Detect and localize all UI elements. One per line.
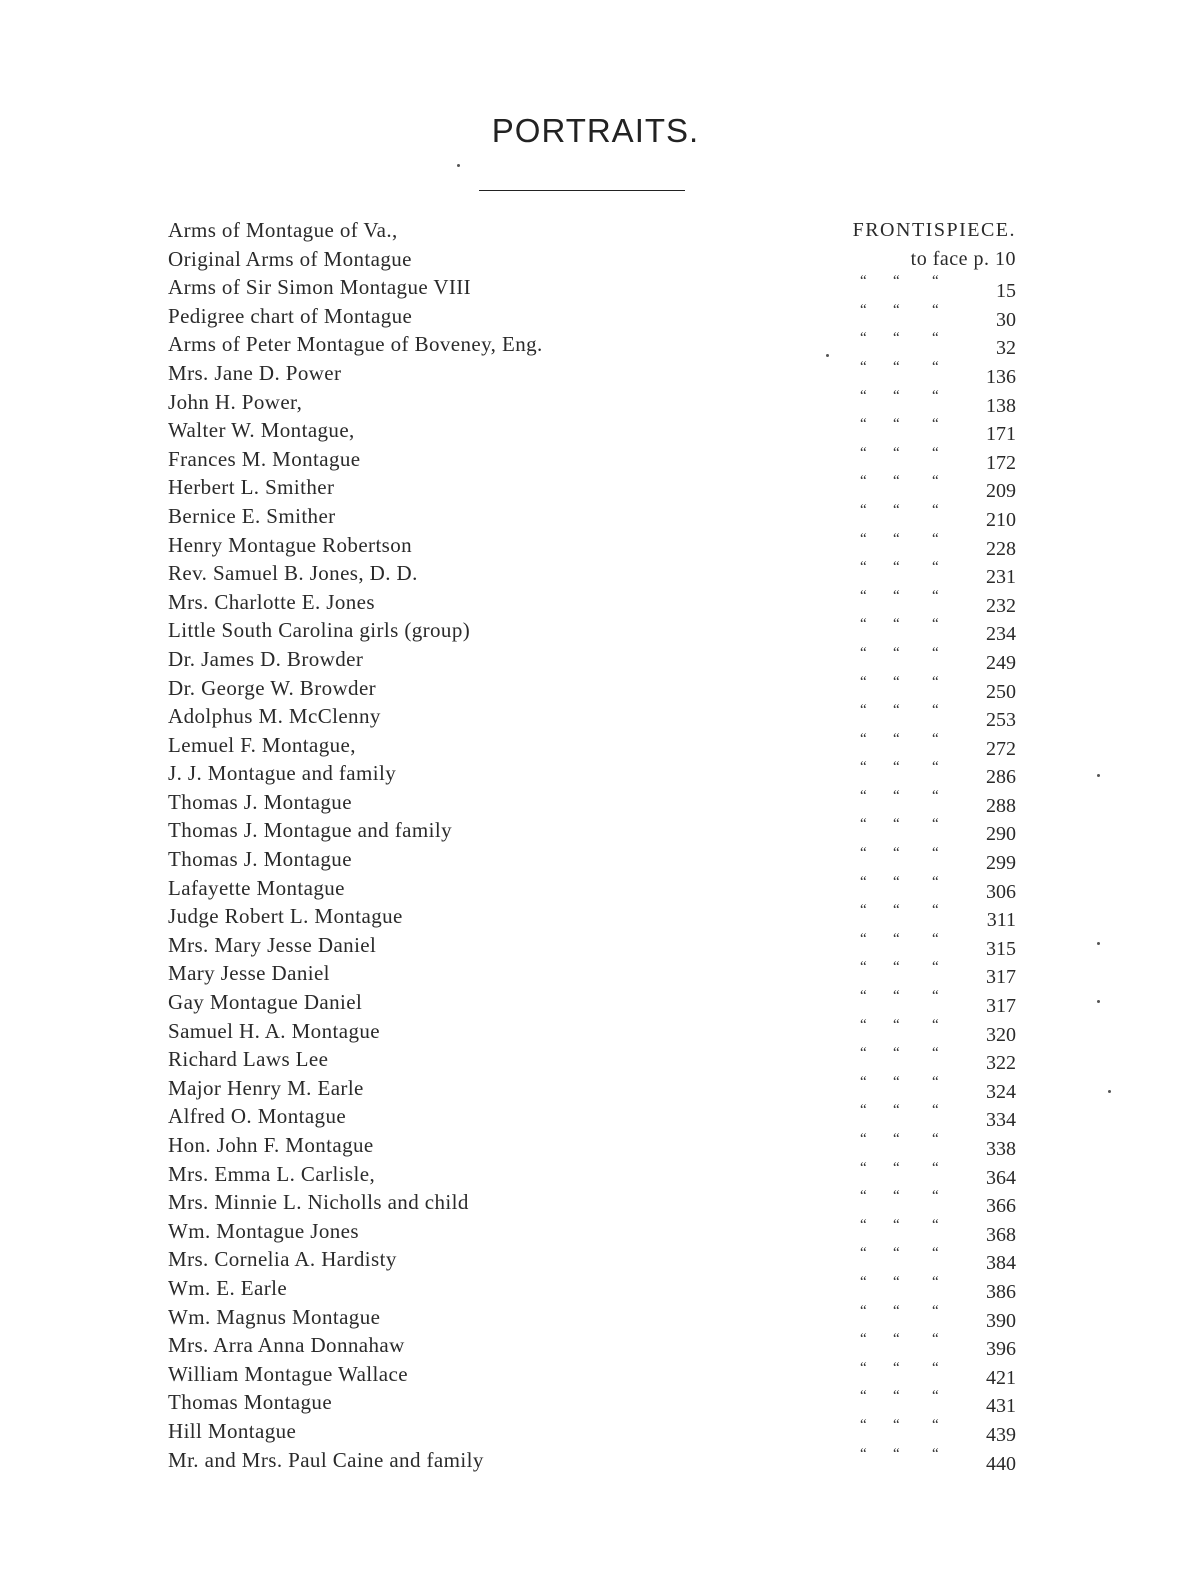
ditto-mark: “ [932, 1331, 939, 1348]
ditto-mark: “ [893, 616, 900, 633]
print-speck [1097, 774, 1100, 777]
ditto-mark: “ [932, 1159, 939, 1176]
list-item [0, 1417, 1191, 1446]
list-item [0, 1245, 1191, 1274]
list-item [0, 788, 1191, 817]
portrait-name: Mrs. Emma L. Carlisle, [168, 1161, 376, 1186]
list-item [0, 416, 1191, 445]
portrait-name: Hon. John F. Montague [168, 1133, 374, 1157]
ditto-mark: “ [860, 416, 867, 433]
print-speck [457, 164, 460, 167]
ditto-mark: “ [932, 444, 939, 461]
page-number: 384 [986, 1252, 1016, 1275]
list-item [0, 845, 1191, 874]
portrait-name: Thomas J. Montague and family [168, 818, 452, 843]
ditto-mark: “ [860, 1416, 867, 1433]
ditto-mark: “ [893, 530, 900, 547]
ditto-mark: “ [893, 358, 900, 375]
list-item [0, 759, 1191, 788]
ditto-mark: “ [893, 1359, 900, 1376]
ditto-mark: “ [860, 444, 867, 461]
ditto-mark: “ [893, 1273, 900, 1290]
page-number: 32 [996, 337, 1016, 360]
ditto-mark: “ [893, 1445, 900, 1462]
ditto-mark: “ [932, 616, 939, 633]
ditto-mark: “ [893, 273, 900, 290]
page-number: 315 [986, 937, 1016, 960]
ditto-mark: “ [860, 587, 867, 604]
ditto-mark: “ [893, 1016, 900, 1033]
page-number: 324 [986, 1080, 1016, 1103]
page-number: 231 [986, 566, 1016, 589]
list-item [0, 473, 1191, 502]
ditto-mark: “ [932, 759, 939, 776]
portrait-name: Bernice E. Smither [168, 503, 336, 528]
page-number: 334 [986, 1109, 1016, 1132]
page-number: 421 [986, 1366, 1016, 1389]
list-item [0, 559, 1191, 588]
print-speck [826, 354, 829, 357]
ditto-mark: “ [932, 1302, 939, 1319]
list-item [0, 1388, 1191, 1417]
portrait-name: Wm. Magnus Montague [168, 1304, 381, 1329]
ditto-mark: “ [893, 587, 900, 604]
portrait-name: Arms of Sir Simon Montague VIII [168, 275, 472, 300]
portrait-name: John H. Power, [168, 389, 303, 414]
portrait-name: Wm. E. Earle [168, 1275, 288, 1300]
list-item [0, 1074, 1191, 1103]
page-number: 440 [986, 1452, 1016, 1475]
portrait-name: Mrs. Jane D. Power [168, 360, 342, 385]
ditto-mark: “ [893, 387, 900, 404]
ditto-mark: “ [893, 959, 900, 976]
ditto-mark: “ [932, 1445, 939, 1462]
list-item [0, 902, 1191, 931]
portrait-name: Frances M. Montague [168, 446, 361, 471]
page-number: 396 [986, 1338, 1016, 1361]
portrait-name: William Montague Wallace [168, 1361, 408, 1386]
portrait-name: Thomas J. Montague [168, 847, 352, 872]
ditto-mark: “ [860, 1216, 867, 1233]
list-item [0, 1303, 1191, 1332]
portrait-name: Henry Montague Robertson [168, 532, 413, 557]
page-number: 172 [986, 451, 1016, 474]
portrait-name: Mrs. Cornelia A. Hardisty [168, 1247, 397, 1272]
frontispiece-label: FRONTISPIECE. [852, 219, 1016, 241]
ditto-mark: “ [932, 273, 939, 290]
ditto-mark: “ [860, 673, 867, 690]
ditto-mark: “ [932, 416, 939, 433]
ditto-mark: “ [860, 1073, 867, 1090]
ditto-mark: “ [893, 1102, 900, 1119]
ditto-mark: “ [860, 845, 867, 862]
page-number: 250 [986, 680, 1016, 703]
ditto-mark: “ [932, 988, 939, 1005]
ditto-mark: “ [860, 1273, 867, 1290]
portrait-name: Thomas J. Montague [168, 789, 352, 814]
list-item [0, 731, 1191, 760]
ditto-mark: “ [893, 816, 900, 833]
page-number: 317 [986, 966, 1016, 989]
page-number: 364 [986, 1166, 1016, 1189]
title-rule [479, 190, 685, 191]
page-number: 311 [986, 909, 1016, 932]
ditto-mark: “ [893, 1388, 900, 1405]
page-number: 338 [986, 1138, 1016, 1160]
portrait-list [0, 216, 1191, 1474]
portrait-name: Dr. James D. Browder [168, 646, 364, 671]
ditto-mark: “ [860, 301, 867, 318]
ditto-mark: “ [860, 559, 867, 576]
list-item [0, 1045, 1191, 1074]
portrait-name: Dr. George W. Browder [168, 675, 377, 700]
ditto-mark: “ [932, 1216, 939, 1233]
list-item [0, 931, 1191, 960]
ditto-mark: “ [932, 387, 939, 404]
page-number: 299 [986, 852, 1016, 875]
ditto-mark: “ [860, 387, 867, 404]
ditto-mark: “ [932, 845, 939, 862]
ditto-mark: “ [860, 1388, 867, 1405]
list-item [0, 502, 1191, 531]
portrait-name: Thomas Montague [168, 1390, 333, 1415]
ditto-mark: “ [893, 845, 900, 862]
ditto-mark: “ [860, 530, 867, 547]
portrait-name: Major Henry M. Earle [168, 1075, 364, 1100]
list-item [0, 1217, 1191, 1246]
ditto-mark: “ [860, 1131, 867, 1147]
page-number: 253 [986, 709, 1016, 732]
page-number: 290 [986, 823, 1016, 846]
ditto-mark: “ [932, 358, 939, 375]
list-item [0, 359, 1191, 388]
ditto-mark: “ [860, 1102, 867, 1119]
portrait-name: Herbert L. Smither [168, 475, 335, 500]
page-number: 209 [986, 480, 1016, 503]
ditto-mark: “ [893, 1216, 900, 1233]
portrait-name: Adolphus M. McClenny [168, 704, 381, 729]
page-number: 317 [986, 995, 1016, 1018]
ditto-mark: “ [893, 330, 900, 347]
portrait-name: Judge Robert L. Montague [168, 904, 403, 929]
portrait-name: J. J. Montague and family [168, 761, 397, 786]
portrait-name: Mrs. Charlotte E. Jones [168, 589, 375, 614]
ditto-mark: “ [893, 1045, 900, 1062]
list-item [0, 245, 1191, 274]
portrait-name: Hill Montague [168, 1418, 297, 1443]
ditto-mark: “ [932, 902, 939, 919]
portrait-name: Mrs. Arra Anna Donnahaw [168, 1333, 405, 1358]
ditto-mark: “ [932, 873, 939, 890]
list-item [0, 874, 1191, 903]
list-item [0, 616, 1191, 645]
ditto-mark: “ [932, 702, 939, 719]
portrait-name: Alfred O. Montague [168, 1104, 347, 1129]
ditto-mark: “ [860, 873, 867, 890]
ditto-mark: “ [893, 673, 900, 690]
list-item [0, 1017, 1191, 1046]
list-item [0, 702, 1191, 731]
ditto-mark: “ [860, 330, 867, 347]
ditto-mark: “ [893, 1073, 900, 1090]
ditto-mark: “ [893, 301, 900, 318]
ditto-mark: “ [932, 587, 939, 604]
ditto-mark: “ [860, 730, 867, 747]
list-item [0, 674, 1191, 703]
list-item [0, 273, 1191, 302]
ditto-mark: “ [893, 988, 900, 1005]
ditto-mark: “ [932, 330, 939, 347]
ditto-mark: “ [893, 1302, 900, 1319]
ditto-mark: “ [932, 1188, 939, 1205]
page-number: 234 [986, 623, 1016, 646]
list-item [0, 388, 1191, 417]
ditto-mark: “ [860, 959, 867, 976]
list-item [0, 445, 1191, 474]
portrait-name: Richard Laws Lee [168, 1047, 329, 1072]
ditto-mark: “ [932, 1073, 939, 1090]
ditto-mark: “ [932, 1045, 939, 1062]
portrait-name: Pedigree chart of Montague [168, 303, 413, 328]
ditto-mark: “ [860, 1159, 867, 1176]
ditto-mark: “ [893, 873, 900, 890]
portrait-name: Little South Carolina girls (group) [168, 618, 471, 643]
ditto-mark: “ [893, 702, 900, 719]
ditto-mark: “ [932, 1245, 939, 1262]
ditto-mark: “ [932, 301, 939, 318]
to-face-label: to face p. 10 [910, 247, 1016, 270]
ditto-mark: “ [932, 473, 939, 490]
ditto-mark: “ [860, 1045, 867, 1062]
ditto-mark: “ [860, 1016, 867, 1033]
page-number: 171 [986, 423, 1016, 446]
ditto-mark: “ [893, 930, 900, 947]
ditto-mark: “ [893, 902, 900, 919]
ditto-mark: “ [860, 1302, 867, 1319]
portrait-name: Mrs. Minnie L. Nicholls and child [168, 1190, 469, 1215]
ditto-mark: “ [893, 787, 900, 804]
ditto-mark: “ [893, 559, 900, 576]
page-number: 431 [986, 1395, 1016, 1418]
ditto-mark: “ [860, 616, 867, 633]
page-number: 210 [986, 508, 1016, 531]
ditto-mark: “ [932, 816, 939, 833]
ditto-mark: “ [932, 559, 939, 576]
page-number: 228 [986, 537, 1016, 560]
page-title: PORTRAITS. [491, 112, 700, 149]
portrait-name: Samuel H. A. Montague [168, 1018, 380, 1043]
page-number: 249 [986, 651, 1016, 674]
ditto-mark: “ [932, 1016, 939, 1033]
ditto-mark: “ [893, 473, 900, 490]
page-number: 138 [986, 394, 1016, 417]
list-item [0, 1131, 1191, 1160]
print-speck [1097, 942, 1100, 945]
portrait-name: Original Arms of Montague [168, 246, 412, 271]
ditto-mark: “ [932, 1273, 939, 1290]
list-item [0, 1102, 1191, 1131]
ditto-mark: “ [860, 358, 867, 375]
portrait-name: Rev. Samuel B. Jones, D. D. [168, 561, 418, 586]
ditto-mark: “ [893, 1188, 900, 1205]
page-number: 368 [986, 1223, 1016, 1246]
ditto-mark: “ [932, 1388, 939, 1405]
page-number: 439 [986, 1423, 1016, 1446]
portrait-name: Walter W. Montague, [168, 418, 355, 443]
list-item [0, 1160, 1191, 1189]
portrait-name: Mary Jesse Daniel [168, 961, 330, 986]
portrait-name: Arms of Peter Montague of Boveney, Eng. [168, 332, 543, 357]
page-number: 386 [986, 1280, 1016, 1303]
ditto-mark: “ [860, 1245, 867, 1262]
portrait-name: Lafayette Montague [168, 875, 345, 900]
ditto-mark: “ [860, 816, 867, 833]
ditto-mark: “ [893, 444, 900, 461]
list-item [0, 1360, 1191, 1389]
ditto-mark: “ [932, 959, 939, 976]
list-item [0, 959, 1191, 988]
list-item [0, 1274, 1191, 1303]
page-number: 232 [986, 594, 1016, 617]
print-speck [1108, 1090, 1111, 1093]
ditto-mark: “ [932, 501, 939, 518]
ditto-mark: “ [932, 1131, 939, 1147]
portrait-name: Arms of Montague of Va., [168, 218, 398, 242]
ditto-mark: “ [860, 787, 867, 804]
list-item [0, 1331, 1191, 1360]
list-item [0, 645, 1191, 674]
ditto-mark: “ [932, 1102, 939, 1119]
ditto-mark: “ [932, 930, 939, 947]
page-number: 322 [986, 1052, 1016, 1075]
ditto-mark: “ [860, 1331, 867, 1348]
ditto-mark: “ [893, 1416, 900, 1433]
list-item [0, 330, 1191, 359]
ditto-mark: “ [860, 1359, 867, 1376]
ditto-mark: “ [860, 988, 867, 1005]
portrait-name: Mr. and Mrs. Paul Caine and family [168, 1447, 484, 1472]
list-item [0, 988, 1191, 1017]
ditto-mark: “ [860, 759, 867, 776]
ditto-mark: “ [893, 759, 900, 776]
ditto-mark: “ [860, 501, 867, 518]
ditto-mark: “ [860, 473, 867, 490]
portrait-name: Lemuel F. Montague, [168, 732, 356, 757]
page-number: 286 [986, 766, 1016, 789]
page-number: 30 [996, 308, 1016, 331]
print-speck [1097, 1000, 1100, 1003]
ditto-mark: “ [860, 930, 867, 947]
ditto-mark: “ [893, 1245, 900, 1262]
ditto-mark: “ [893, 644, 900, 661]
portrait-name: Mrs. Mary Jesse Daniel [168, 932, 377, 957]
list-item [0, 1446, 1191, 1475]
list-item [0, 588, 1191, 617]
ditto-mark: “ [860, 644, 867, 661]
ditto-mark: “ [893, 1331, 900, 1348]
ditto-mark: “ [893, 416, 900, 433]
ditto-mark: “ [932, 644, 939, 661]
page-number: 306 [986, 880, 1016, 903]
page-number: 288 [986, 794, 1016, 817]
ditto-mark: “ [893, 1131, 900, 1147]
ditto-mark: “ [932, 1359, 939, 1376]
ditto-mark: “ [860, 1188, 867, 1205]
list-item [0, 531, 1191, 560]
page-number: 15 [996, 280, 1016, 303]
page-number: 366 [986, 1195, 1016, 1218]
list-item [0, 1188, 1191, 1217]
ditto-mark: “ [860, 702, 867, 719]
list-item [0, 216, 1191, 245]
ditto-mark: “ [932, 787, 939, 804]
ditto-mark: “ [860, 273, 867, 290]
page-number: 136 [986, 365, 1016, 388]
ditto-mark: “ [893, 501, 900, 518]
ditto-mark: “ [893, 1159, 900, 1176]
ditto-mark: “ [893, 730, 900, 747]
page-number: 320 [986, 1023, 1016, 1046]
list-item [0, 816, 1191, 845]
ditto-mark: “ [932, 730, 939, 747]
page-number: 272 [986, 737, 1016, 760]
ditto-mark: “ [860, 902, 867, 919]
ditto-mark: “ [932, 530, 939, 547]
list-item [0, 302, 1191, 331]
portrait-name: Gay Montague Daniel [168, 990, 363, 1015]
ditto-mark: “ [932, 1416, 939, 1433]
portrait-name: Wm. Montague Jones [168, 1218, 359, 1243]
page-number: 390 [986, 1309, 1016, 1332]
ditto-mark: “ [932, 673, 939, 690]
ditto-mark: “ [860, 1445, 867, 1462]
